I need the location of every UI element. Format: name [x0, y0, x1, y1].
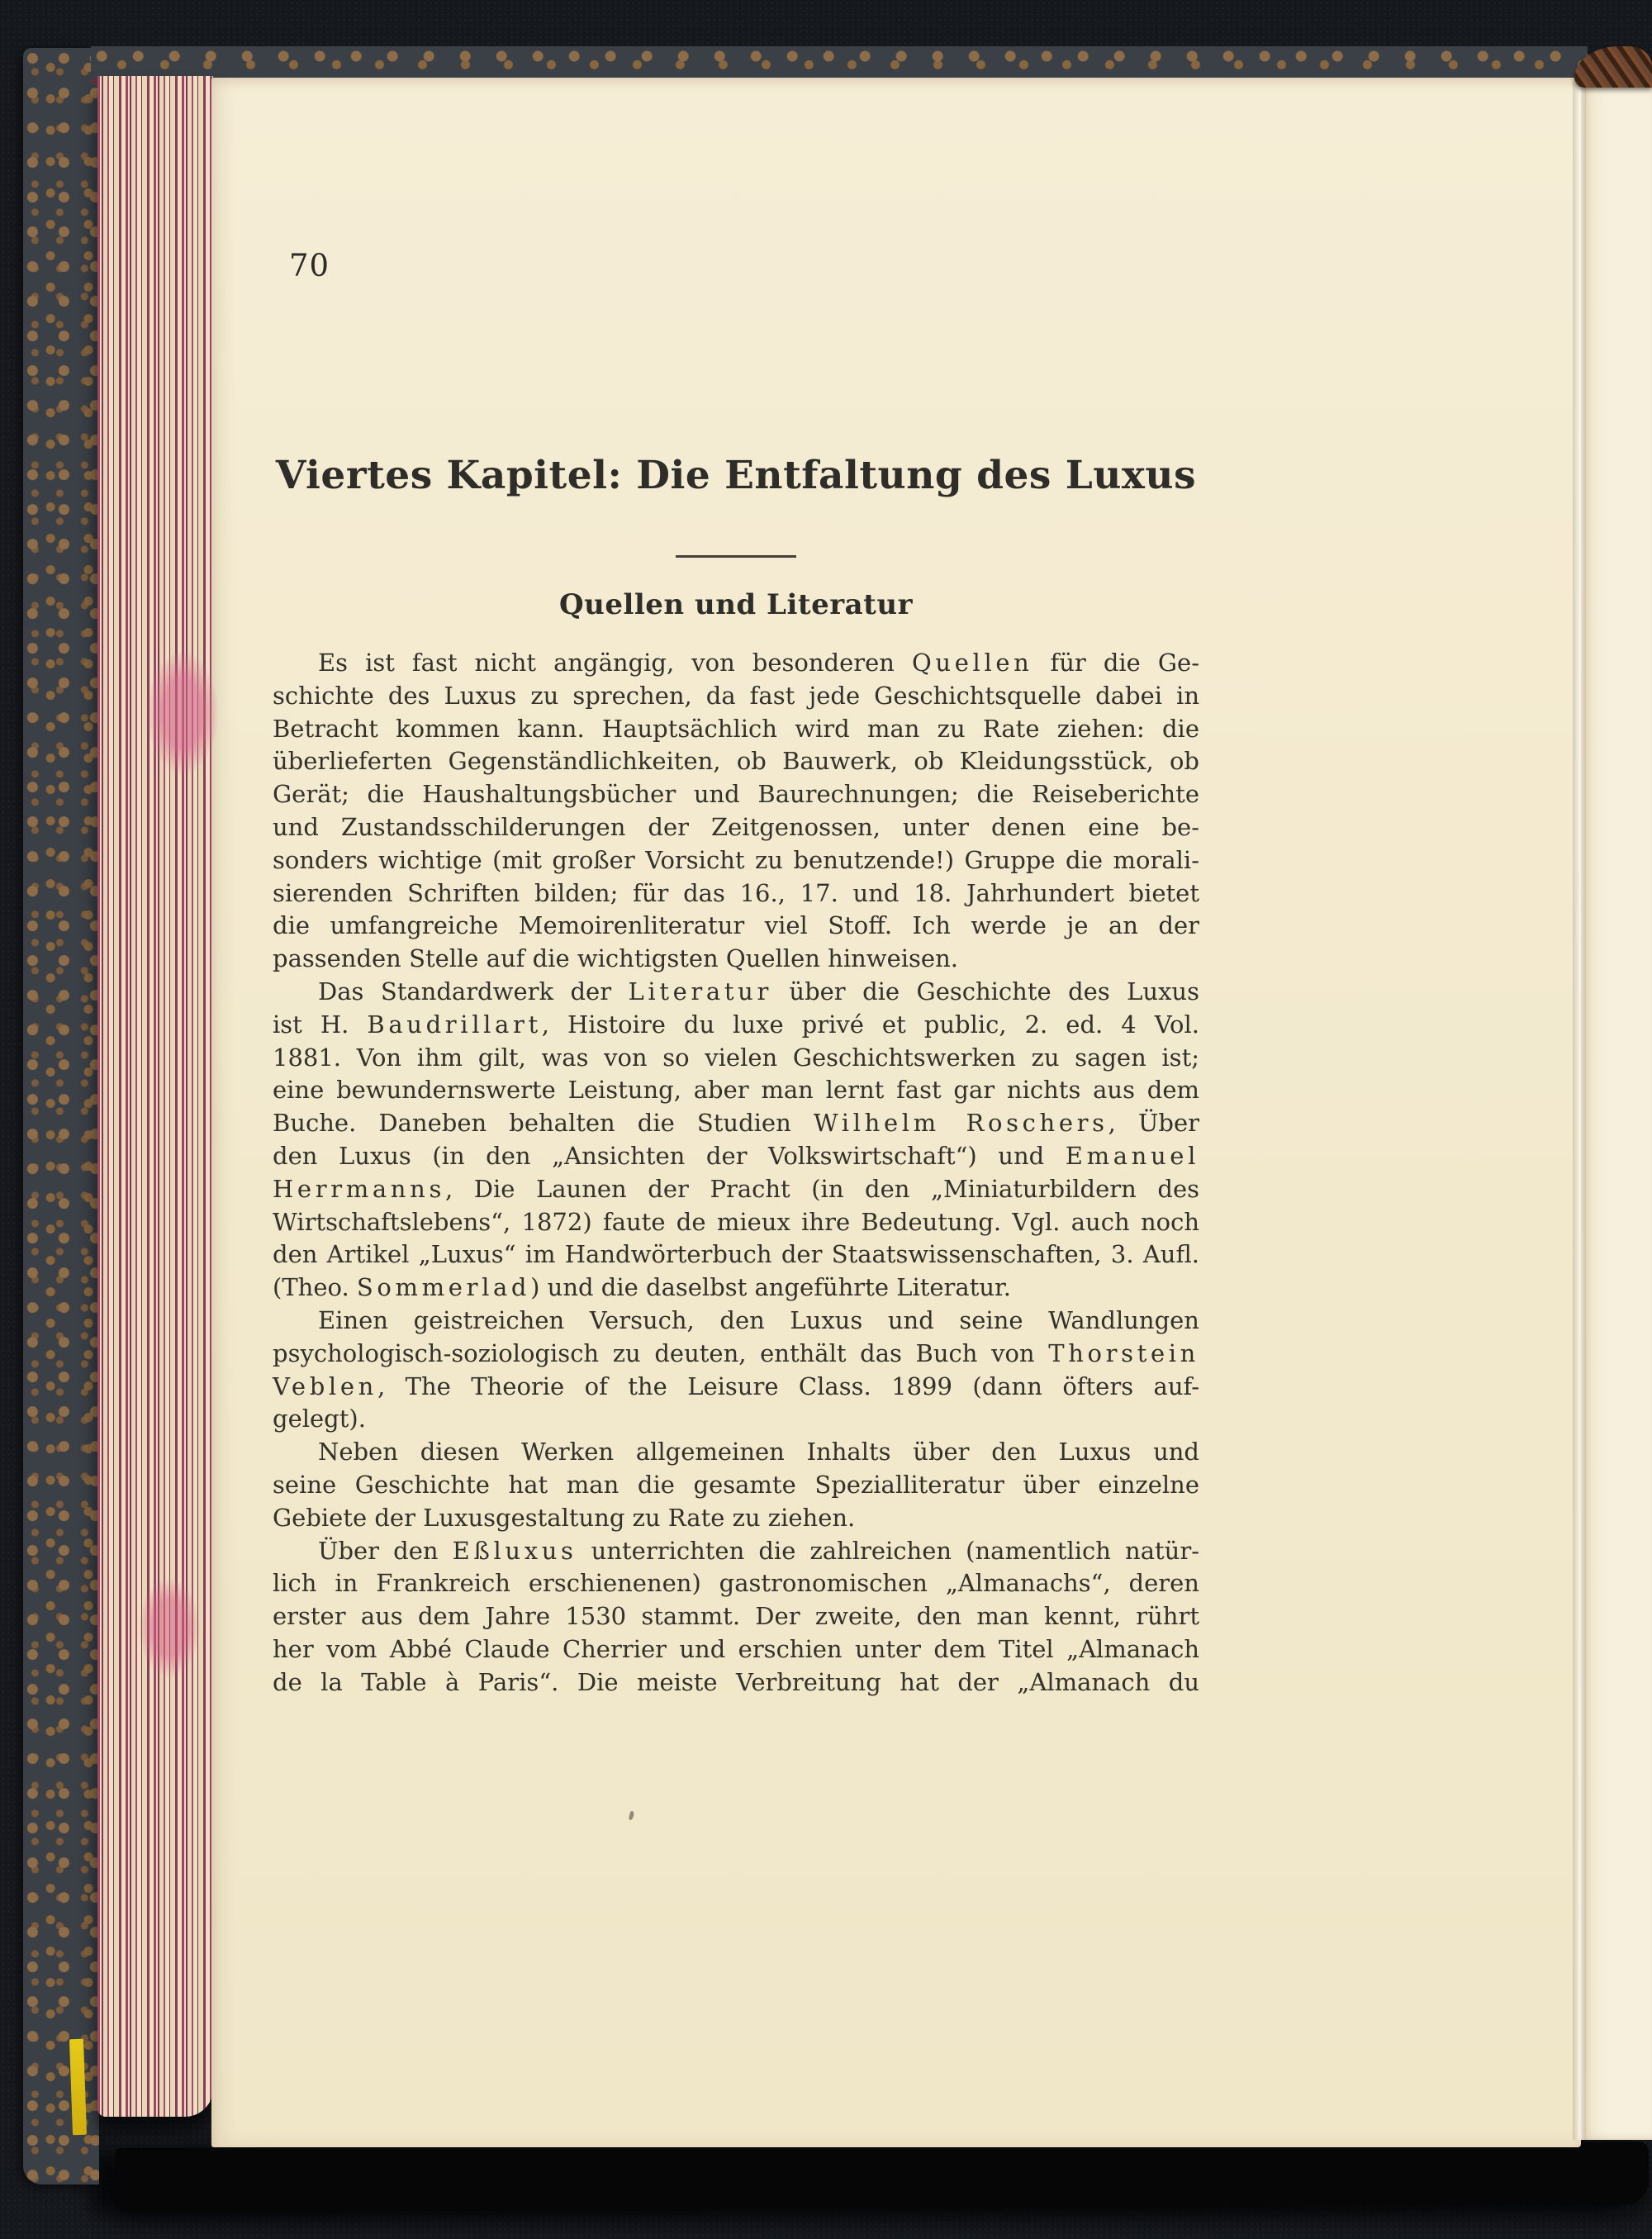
text-line: psychologisch-soziologisch zu deuten, enthält das Buch von Thorstein: [273, 1338, 1199, 1367]
text-line: Herrmanns, Die Launen der Pracht (in den „Miniaturbildern des: [273, 1174, 1199, 1203]
text-line: und Zustandsschilderungen der Zeitgenossen, unter denen eine be-: [273, 812, 1199, 841]
text-line: erster aus dem Jahre 1530 stammt. Der zweite, den man kennt, rührt: [273, 1602, 1199, 1631]
text-line: seine Geschichte hat man die gesamte Spezialliteratur über einzelne: [273, 1470, 1199, 1499]
text-line: gelegt).: [273, 1405, 366, 1433]
text-line: die umfangreiche Memoirenliteratur viel Stoff. Ich werde je an der: [273, 911, 1199, 940]
text-line: sonders wichtige (mit großer Vorsicht zu benutzende!) Gruppe die morali-: [273, 845, 1199, 874]
text-line: ist H. Baudrillart, Histoire du luxe privé et public, 2. ed. 4 Vol.: [273, 1010, 1199, 1039]
text-line: passenden Stelle auf die wichtigsten Quellen hinweisen.: [273, 944, 958, 973]
text-line: de la Table à Paris“. Die meiste Verbreitung hat der „Almanach du: [273, 1667, 1199, 1696]
text-line: Gerät; die Haushaltungsbücher und Baurechnungen; die Reiseberichte: [273, 780, 1199, 809]
text-line: überlieferten Gegenständlichkeiten, ob Bauwerk, ob Kleidungsstück, ob: [273, 747, 1199, 776]
text-line: her vom Abbé Claude Cherrier und erschien unter dem Titel „Almanach: [273, 1634, 1199, 1663]
text-line: Einen geistreichen Versuch, den Luxus und seine Wandlungen: [318, 1305, 1199, 1334]
text-line: Neben diesen Werken allgemeinen Inhalts über den Luxus und: [318, 1438, 1199, 1467]
text-line: Veblen, The Theorie of the Leisure Class. 1899 (dann öfters auf-: [273, 1371, 1199, 1400]
text-line: 1881. Von ihm gilt, was von so vielen Geschichtswerken zu sagen ist;: [273, 1043, 1199, 1072]
text-line: eine bewundernswerte Leistung, aber man lernt fast gar nichts aus dem: [273, 1076, 1199, 1105]
page-number: 70: [289, 248, 330, 283]
text-line: Betracht kommen kann. Hauptsächlich wird man zu Rate ziehen: die: [273, 714, 1199, 743]
text-line: (Theo. Sommerlad) und die daselbst angeführte Literatur.: [273, 1273, 1011, 1302]
text-line: Wirtschaftslebens“, 1872) faute de mieux ihre Bedeutung. Vgl. auch noch: [273, 1207, 1199, 1236]
text-line: Es ist fast nicht angängig, von besonderen Quellen für die Ge-: [318, 649, 1199, 677]
text-column: [273, 453, 1199, 1699]
book-cover-left-edge: [23, 48, 99, 2184]
text-line: Über den Eßluxus unterrichten die zahlreichen (namentlich natür-: [318, 1536, 1199, 1565]
gutter-fold: [1573, 81, 1586, 2140]
text-line: den Artikel „Luxus“ im Handwörterbuch der Staatswissenschaften, 3. Aufl.: [273, 1240, 1199, 1269]
fore-edge-stain: [147, 651, 218, 775]
text-line: den Luxus (in den „Ansichten der Volkswirtschaft“) und Emanuel: [273, 1141, 1199, 1170]
text-line: lich in Frankreich erschienenen) gastronomischen „Almanachs“, deren: [273, 1569, 1199, 1598]
page-stack-fore-edge: [97, 76, 213, 2117]
facing-page-edge: [1581, 81, 1652, 2140]
text-line: schichte des Luxus zu sprechen, da fast jede Geschichtsquelle dabei in: [273, 681, 1199, 710]
fore-edge-stain: [139, 1578, 200, 1677]
text-line: Buche. Daneben behalten die Studien Wilhelm Roschers, Über: [273, 1109, 1200, 1138]
book-bottom-shadow: [116, 2142, 1649, 2211]
section-heading: Quellen und Literatur: [559, 588, 913, 621]
divider-rule: [676, 555, 796, 558]
text-line: Das Standardwerk der Literatur über die Geschichte des Luxus: [318, 977, 1199, 1005]
chapter-title: Viertes Kapitel: Die Entfaltung des Luxus: [275, 453, 1197, 498]
text-line: sierenden Schriften bilden; für das 16., 17. und 18. Jahrhundert bietet: [273, 878, 1199, 907]
body-text: [273, 647, 1199, 1699]
text-line: Gebiete der Luxusgestaltung zu Rate zu ziehen.: [273, 1503, 856, 1532]
